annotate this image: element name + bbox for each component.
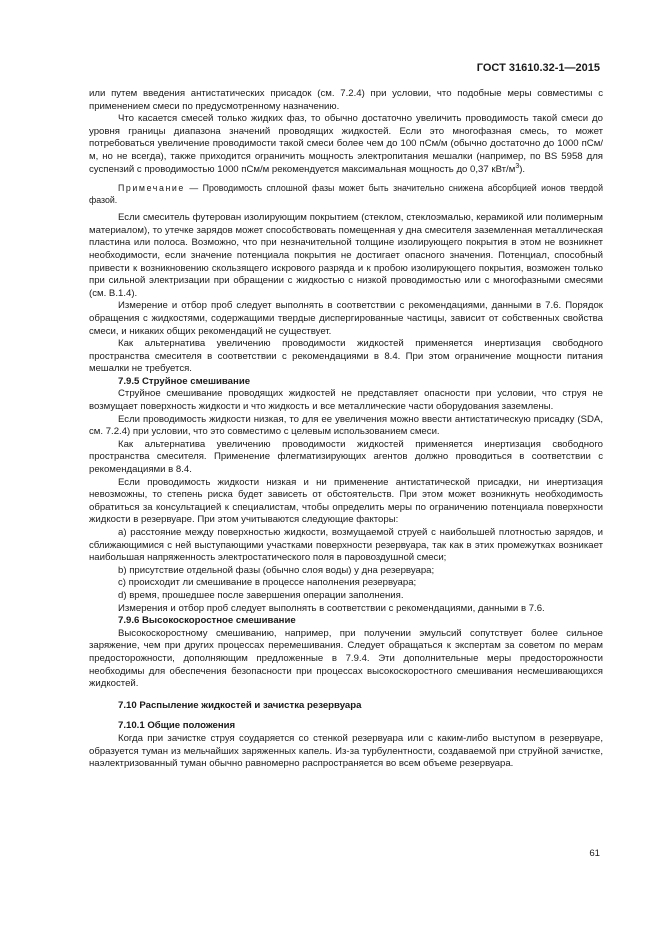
page-number: 61 <box>589 848 600 859</box>
section-heading: 7.9.6 Высокоскоростное смешивание <box>118 615 296 627</box>
list-item: c) происходит ли смешивание в процессе наполнения резервуара; <box>118 577 417 589</box>
paragraph: Измерения и отбор проб следует выполнять в соответствии с рекомендациями, данными в 7.6. <box>118 602 545 614</box>
paragraph: Если смеситель футерован изолирующим покрытием (стеклом, стеклоэмалью, керамикой или полимерным материалом), то утечке зарядов может способствовать помещенная у дна смесителя заземленная металлическая пластина или полоса. Возможно, что при незначительной толщине изолирующего покрытия в этом не возникнет необходимости, если значение потенциала покрытия не достигает опасного значения. Потенциал, способный привести к возникновению скользящего искрового разряда и к пробою изолирующего покрытия, возможен только при сильной электризации при обращении с жидкостью с низкой проводимостью или с многофазными смесями (см. В.1.4). <box>89 212 603 299</box>
document-body <box>89 88 603 771</box>
list-item: d) время, прошедшее после завершения операции заполнения. <box>118 589 404 601</box>
note-label: Примечание <box>118 183 185 194</box>
note <box>89 182 603 206</box>
subsection-heading: 7.10.1 Общие положения <box>118 720 236 732</box>
paragraph-text: Что касается смесей только жидких фаз, то обычно достаточно увеличить проводимость такой смеси до уровня границы диапазона значений проводящих жидкостей. Если это многофазная смесь, то может потребоваться увеличение проводимости такой смеси более чем до 100 пСм/м (обычно достаточно до 1000 пСм/м, но не всегда), также приходится ограничить мощность электропитания мешалки (например, по BS 5958 для суспензий с проводимостью 1000 пСм/м рекомендуется максимальная мощность до 0,37 кВт/м <box>89 113 603 175</box>
paragraph: Как альтернатива увеличению проводимости жидкостей применяется инертизация свободного пространства смесителя. Применение флегматизирующих агентов должно проводиться в соответствии с рекомендациями в 8.4. <box>89 438 603 476</box>
paragraph: или путем введения антистатических присадок (см. 7.2.4) при условии, что подобные меры совместимы с применением смеси по предусмотренному назначению. <box>89 88 603 112</box>
superscript: 3 <box>515 162 520 170</box>
paragraph-text-end: ). <box>519 163 526 175</box>
note-text: — Проводимость сплошной фазы может быть значительно снижена абсорбцией ионов твердой фазой. <box>89 183 603 206</box>
paragraph: Когда при зачистке струя соударяется со стенкой резервуара или с каким-либо выступом в резервуаре, образуется туман из мельчайших заряженных капель. Из-за турбулентности, создаваемой при струйной зачистке, наэлектризованный туман обычно равномерно распространяется во всем объеме резервуара. <box>89 732 603 770</box>
paragraph: Измерение и отбор проб следует выполнять в соответствии с рекомендациями, данными в 7.6. Порядок обращения с жидкостями, содержащими твердые диспергированные частицы, зависит от собственных свойства смеси, и никаких общих рекомендаций не существует. <box>89 300 603 337</box>
list-item: b) присутствие отдельной фазы (обычно слоя воды) у дна резервуара; <box>118 564 435 576</box>
paragraph: Высокоскоростному смешиванию, например, при получении эмульсий сопутствует более сильное заряжение, чем при других процессах перемешивания. Следует обращаться к экспертам за советом по мерам предосторожности, дополняющим предложенные в 7.9.4. Эти дополнительные меры предосторожности необходимы для обеспечения безопасности при процессах высокоскоростного смешивания несмешивающихся жидкостей. <box>89 627 603 690</box>
paragraph: Струйное смешивание проводящих жидкостей не представляет опасности при условии, что струя не возмущает поверхность жидкости и что жидкость и все металлические части оборудования заземлены. <box>89 388 603 413</box>
document-header: ГОСТ 31610.32-1—2015 <box>476 62 600 74</box>
paragraph <box>89 113 603 176</box>
section-heading: 7.9.5 Струйное смешивание <box>118 375 251 387</box>
paragraph: Как альтернатива увеличению проводимости жидкостей применяется инертизация свободного пространства смесителя в соответствии с рекомендациями в 8.4. При этом ограничение мощности питания мешалки не требуется. <box>89 338 603 375</box>
section-heading: 7.10 Распыление жидкостей и зачистка резервуара <box>118 699 362 711</box>
paragraph: Если проводимость жидкости низкая, то для ее увеличения можно ввести антистатическую присадку (SDA, см. 7.2.4) при условии, что это совместимо с целевым использованием смеси. <box>89 413 603 438</box>
paragraph: Если проводимость жидкости низкая и ни применение антистатической присадки, ни инертизация невозможны, то степень риска будет зависеть от обстоятельств. При этом может возникнуть необходимость обратиться за консультацией к специалистам, чтобы определить меры по ограничению потенциала поверхности жидкости в резервуаре. При этом учитываются следующие факторы: <box>89 476 603 526</box>
list-item: a) расстояние между поверхностью жидкости, возмущаемой струей с наибольшей плотностью зарядов, и сближающимися с ней выступающими участками поверхности резервуара, так как в этих промежутках возникает наибольшая напряженность электростатического поля в паровоздушной смеси; <box>89 527 603 564</box>
